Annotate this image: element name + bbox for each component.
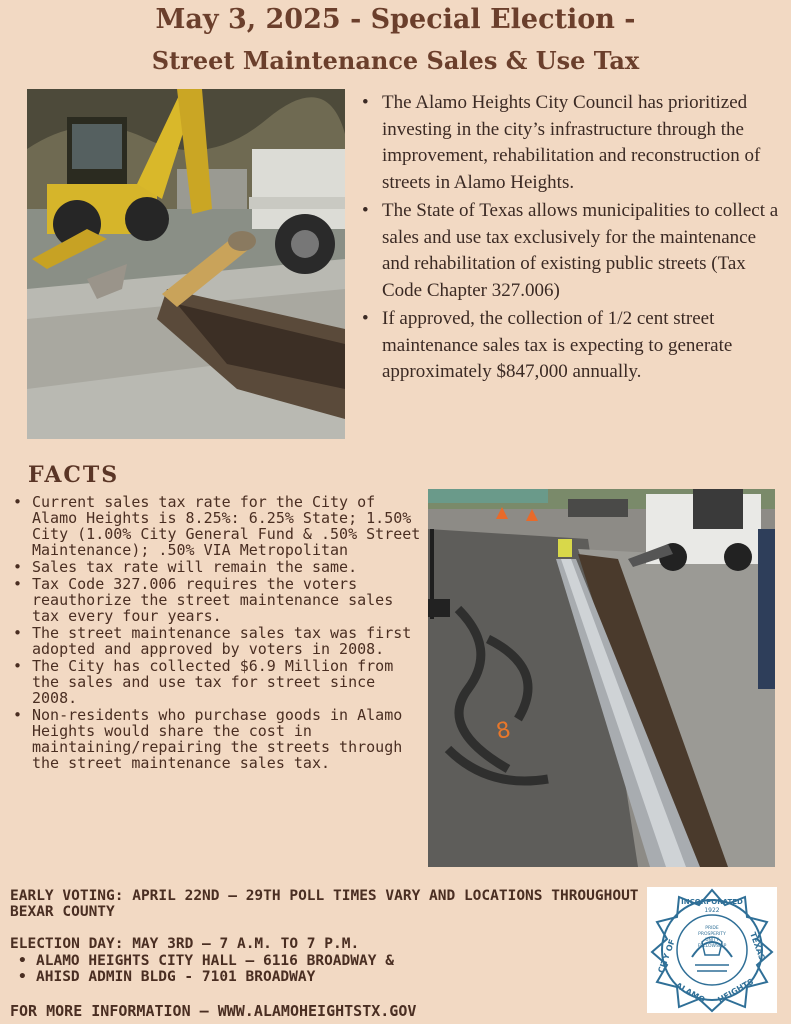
seal-city-of: CITY OF [656, 938, 677, 975]
fact-item: • The City has collected $6.9 Million from the sales and use tax for street since 2008. [10, 658, 424, 706]
election-day-info: ELECTION DAY: MAY 3RD – 7 A.M. TO 7 P.M. [10, 936, 360, 952]
intro-bullet-list [358, 90, 788, 388]
fact-item: • Current sales tax rate for the City of Alamo Heights is 8.25%: 6.25% State; 1.50% City (1.00% City General Fund & .50% Street Maintenance); .50% VIA Metropolitan [10, 494, 424, 558]
svg-text:8: 8 [494, 717, 513, 745]
seal-texas: TEXAS [748, 930, 767, 962]
pipe-trench-photo [428, 489, 775, 867]
intro-bullet: • The State of Texas allows municipalities to collect a sales and use tax exclusively for the maintenance and rehabilitation of existing public streets (Tax Code Chapter 327.006) [358, 198, 788, 304]
city-seal-logo [647, 887, 777, 1013]
seal-banner-2: PROSPERITY [698, 932, 726, 937]
intro-bullet: • If approved, the collection of 1/2 cent street maintenance sales tax is expecting to generate approximately $847,000 annually. [358, 306, 788, 386]
seal-banner-3: UNITY [705, 938, 719, 943]
intro-bullet: • The Alamo Heights City Council has prioritized investing in the city’s infrastructure through the improvement, rehabilitation and reconstruction of streets in Alamo Heights. [358, 90, 788, 196]
fact-item: • Sales tax rate will remain the same. [10, 559, 424, 575]
seal-banner-1: PRIDE [705, 926, 719, 931]
seal-alamo: ALAMO [674, 980, 707, 1005]
fact-item: • Non-residents who purchase goods in Alamo Heights would share the cost in maintaining/repairing the streets through the street maintenance sales tax. [10, 707, 424, 771]
facts-list [10, 494, 424, 772]
facts-heading: FACTS [28, 462, 120, 488]
early-voting-info: EARLY VOTING: APRIL 22ND – 29TH POLL TIMES VARY AND LOCATIONS THROUGHOUT BEXAR COUNTY [10, 888, 639, 920]
page-title: May 3, 2025 - Special Election - [155, 4, 636, 35]
seal-year: 1922 [704, 907, 720, 914]
backhoe-photo [27, 89, 345, 439]
more-info-link[interactable]: FOR MORE INFORMATION – WWW.ALAMOHEIGHTSTX.GOV [10, 1002, 417, 1020]
seal-heights: HEIGHTS [716, 977, 756, 1005]
fact-item: • The street maintenance sales tax was first adopted and approved by voters in 2008. [10, 625, 424, 657]
seal-banner-4: FELLOWSHIP [697, 944, 727, 949]
fact-item: • Tax Code 327.006 requires the voters reauthorize the street maintenance sales tax every four years. [10, 576, 424, 624]
polling-location: • AHISD ADMIN BLDG - 7101 BROADWAY [16, 969, 394, 985]
seal-incorporated: INCORPORATED [681, 898, 743, 906]
polling-locations-list [16, 953, 394, 985]
page-subtitle: Street Maintenance Sales & Use Tax [151, 46, 640, 75]
polling-location: • ALAMO HEIGHTS CITY HALL – 6116 BROADWAY & [16, 953, 394, 969]
